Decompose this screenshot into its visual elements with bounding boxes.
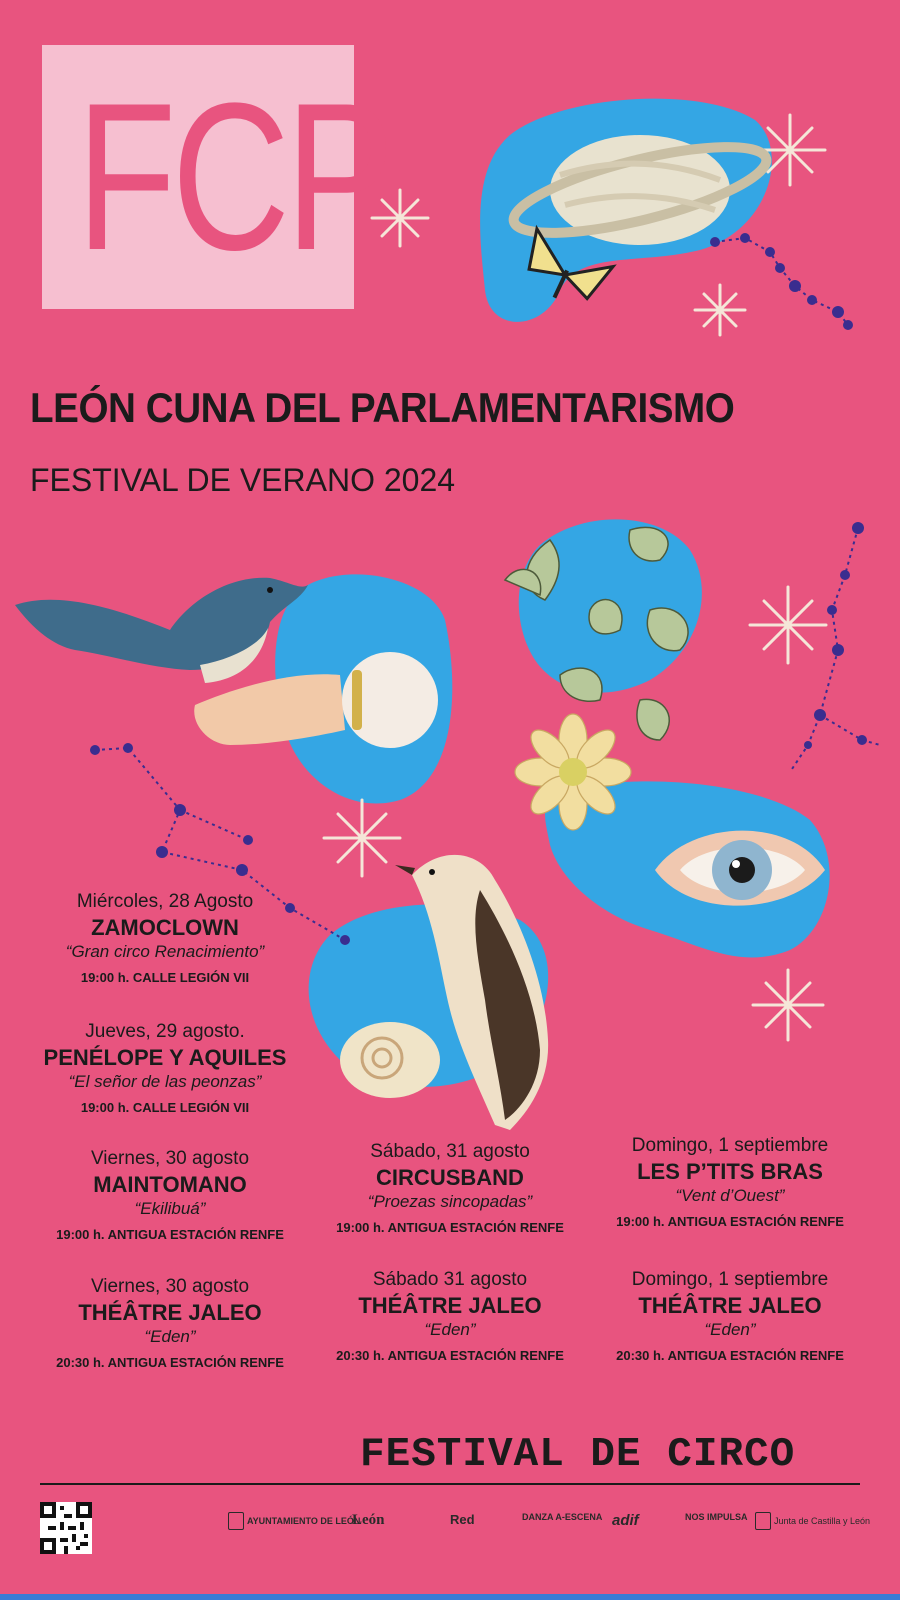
event-venue: 20:30 h. ANTIGUA ESTACIÓN RENFE: [616, 1348, 844, 1363]
event-artist: MAINTOMANO: [93, 1172, 247, 1197]
event-artist: ZAMOCLOWN: [91, 915, 239, 940]
event-card: [30, 1147, 310, 1246]
footer-divider: [40, 1483, 860, 1485]
event-card: [310, 1268, 590, 1367]
event-show: “Vent d’Ouest”: [675, 1186, 785, 1205]
event-date: Domingo, 1 septiembre: [631, 1269, 829, 1290]
event-show: “Gran circo Renacimiento”: [65, 942, 265, 961]
event-artist: THÉÂTRE JALEO: [638, 1293, 822, 1318]
sponsor-danza[interactable]: DANZA A-ESCENA: [522, 1512, 603, 1522]
event-artist: THÉÂTRE JALEO: [78, 1300, 262, 1325]
event-card: [590, 1134, 870, 1233]
event-venue: 19:00 h. CALLE LEGIÓN VII: [80, 970, 250, 985]
event-date: Sábado 31 agosto: [372, 1269, 528, 1290]
event-venue: 19:00 h. ANTIGUA ESTACIÓN RENFE: [616, 1214, 844, 1229]
event-card: [30, 1275, 310, 1374]
fcp-logo: [42, 45, 390, 309]
fcp-logo-text: FCP: [76, 59, 390, 294]
event-date: Viernes, 30 agosto: [90, 1148, 250, 1169]
sponsor-red[interactable]: Red: [450, 1512, 475, 1527]
shell-icon: [340, 1022, 440, 1098]
event-date: Sábado, 31 agosto: [370, 1141, 530, 1162]
page-subtitle: FESTIVAL DE VERANO 2024: [30, 462, 456, 498]
event-show: “Proezas sincopadas”: [367, 1192, 533, 1211]
event-artist: PENÉLOPE Y AQUILES: [43, 1045, 287, 1070]
event-artist: CIRCUSBAND: [376, 1165, 524, 1190]
event-date: Miércoles, 28 Agosto: [76, 891, 254, 912]
event-show: “El señor de las peonzas”: [68, 1072, 262, 1091]
page-title: LEÓN CUNA DEL PARLAMENTARISMO: [30, 384, 735, 431]
crest-icon: [228, 1512, 244, 1530]
event-venue: 20:30 h. ANTIGUA ESTACIÓN RENFE: [336, 1348, 564, 1363]
event-venue: 19:00 h. CALLE LEGIÓN VII: [80, 1100, 250, 1115]
event-date: Domingo, 1 septiembre: [631, 1135, 829, 1156]
sponsor-adif[interactable]: adif: [612, 1512, 639, 1529]
sponsor-leon[interactable]: León: [352, 1512, 385, 1528]
event-card: [20, 1020, 310, 1119]
bird-icon: [15, 578, 308, 683]
crest-icon: [755, 1512, 771, 1530]
event-date: Jueves, 29 agosto.: [85, 1021, 245, 1042]
event-show: “Eden”: [424, 1320, 476, 1339]
event-artist: THÉÂTRE JALEO: [358, 1293, 542, 1318]
event-date: Viernes, 30 agosto: [90, 1276, 250, 1297]
event-show: “Eden”: [144, 1327, 196, 1346]
event-card: [310, 1140, 590, 1239]
qr-code-icon[interactable]: [40, 1502, 92, 1554]
sponsor-ayuntamiento[interactable]: AYUNTAMIENTO DE LEÓN: [228, 1512, 360, 1530]
event-show: “Eden”: [704, 1320, 756, 1339]
event-card: [590, 1268, 870, 1367]
event-venue: 19:00 h. ANTIGUA ESTACIÓN RENFE: [336, 1220, 564, 1235]
bottom-bar: [0, 1594, 900, 1600]
event-show: “Ekilibuá”: [134, 1199, 206, 1218]
festival-title: FESTIVAL DE CIRCO: [360, 1432, 796, 1478]
event-artist: LES P’TITS BRAS: [637, 1159, 823, 1184]
sponsor-nos-impulsa[interactable]: NOS IMPULSA: [685, 1512, 748, 1522]
event-card: [20, 890, 310, 989]
event-venue: 20:30 h. ANTIGUA ESTACIÓN RENFE: [56, 1355, 284, 1370]
sponsor-junta[interactable]: Junta de Castilla y León: [755, 1512, 870, 1530]
event-venue: 19:00 h. ANTIGUA ESTACIÓN RENFE: [56, 1227, 284, 1242]
